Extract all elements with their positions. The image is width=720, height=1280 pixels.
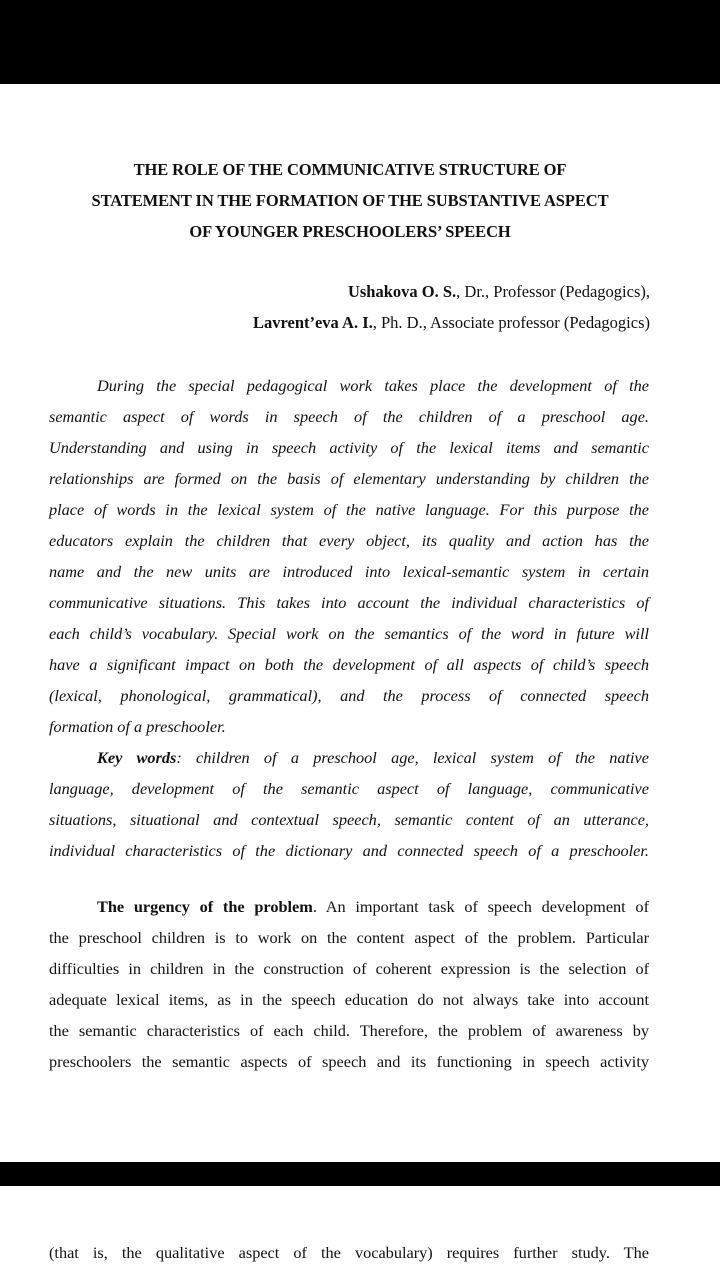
body-text: . An important task of speech development of xyxy=(312,897,649,916)
paper-title xyxy=(40,154,660,247)
keywords-line: individual characteristics of the dictionary and connected speech of a preschooler. xyxy=(49,841,649,860)
body-line xyxy=(97,891,649,922)
title-line: OF YOUNGER PRESCHOOLERS’ SPEECH xyxy=(189,222,511,241)
body-line: the preschool children is to work on the content aspect of the problem. Particular xyxy=(49,928,649,947)
author-name: Ushakova O. S. xyxy=(347,282,457,301)
keywords-label: Key words xyxy=(97,748,177,767)
title-line: STATEMENT IN THE FORMATION OF THE SUBSTANTIVE ASPECT xyxy=(91,191,609,210)
abstract-line: semantic aspect of words in speech of the children of a preschool age. xyxy=(49,407,649,426)
body-line: the semantic characteristics of each child. Therefore, the problem of awareness by xyxy=(49,1021,649,1040)
author-line xyxy=(253,313,650,333)
author-credentials: , Dr., Professor (Pedagogics), xyxy=(456,282,650,301)
abstract-line: educators explain the children that every object, its quality and action has the xyxy=(49,531,649,550)
keywords-line: language, development of the semantic aspect of language, communicative xyxy=(49,779,649,798)
abstract-line: communicative situations. This takes into account the individual characteristics of xyxy=(49,593,649,612)
body-line: adequate lexical items, as in the speech education do not always take into account xyxy=(49,990,649,1009)
document-page-1 xyxy=(0,84,720,1162)
keywords-line xyxy=(97,742,649,773)
abstract-line: During the special pedagogical work takes place the development of the xyxy=(97,376,649,395)
abstract-line: Understanding and using in speech activity of the lexical items and semantic xyxy=(49,438,649,457)
keywords-line: situations, situational and contextual speech, semantic content of an utterance, xyxy=(49,810,649,829)
author-name: Lavrent’eva A. I. xyxy=(252,313,373,332)
abstract-line: relationships are formed on the basis of elementary understanding by children the xyxy=(49,469,649,488)
title-line: THE ROLE OF THE COMMUNICATIVE STRUCTURE OF xyxy=(133,160,567,179)
body-line: difficulties in children in the construction of coherent expression is the selection of xyxy=(49,959,649,978)
body-line: preschoolers the semantic aspects of speech and its functioning in speech activity xyxy=(49,1052,649,1071)
keywords-text: : children of a preschool age, lexical system of the native xyxy=(176,748,649,767)
author-credentials: , Ph. D., Associate professor (Pedagogics) xyxy=(372,313,650,332)
abstract-line: each child’s vocabulary. Special work on the semantics of the word in future will xyxy=(49,624,649,643)
section-heading: The urgency of the problem xyxy=(97,897,313,916)
abstract-line: formation of a preschooler. xyxy=(49,717,226,736)
abstract-line: (lexical, phonological, grammatical), and the process of connected speech xyxy=(49,686,649,705)
document-page-2 xyxy=(0,1186,720,1280)
abstract-line: have a significant impact on both the development of all aspects of child’s speech xyxy=(49,655,649,674)
author-line xyxy=(348,282,650,302)
abstract-line: place of words in the lexical system of the native language. For this purpose the xyxy=(49,500,649,519)
abstract-line: name and the new units are introduced into lexical-semantic system in certain xyxy=(49,562,649,581)
body-line: (that is, the qualitative aspect of the vocabulary) requires further study. The xyxy=(49,1243,649,1262)
